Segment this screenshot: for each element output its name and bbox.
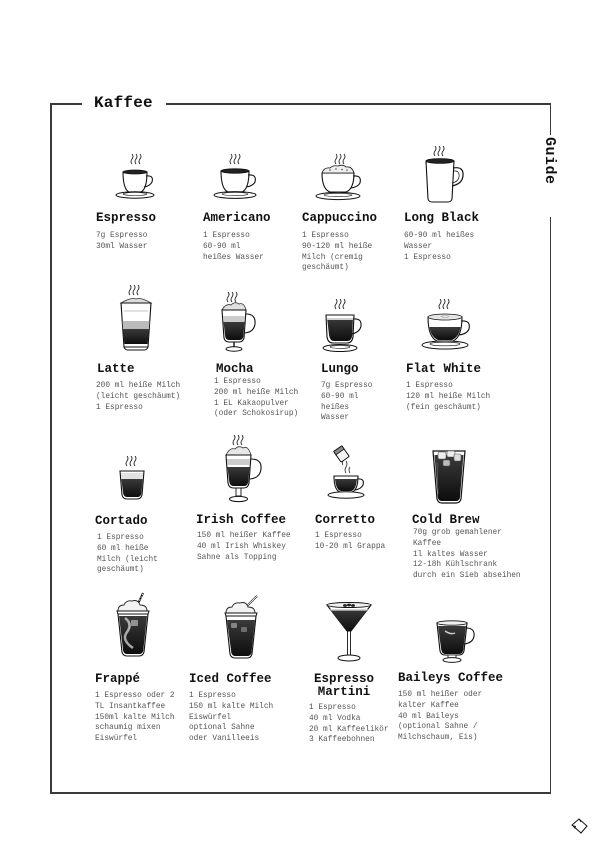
desc-line: (fein geschäumt) — [406, 403, 481, 412]
desc-line: 200 ml heiße Milch — [214, 388, 299, 397]
item-title: Lungo — [321, 362, 359, 376]
desc-line: 1 Espresso oder 2 — [95, 692, 175, 700]
desc-line: (leicht geschäumt) — [96, 392, 181, 401]
latte-glass-icon — [116, 285, 156, 353]
desc-line: Wasser — [404, 242, 433, 251]
page-curl-icon[interactable] — [568, 817, 590, 835]
item-description — [404, 231, 474, 263]
cortado-glass-icon — [117, 456, 147, 502]
item-description — [96, 381, 180, 413]
desc-line: 60-90 ml heißes — [404, 232, 475, 240]
frame-bottom — [50, 792, 551, 794]
desc-line: 40 ml Vodka — [309, 714, 361, 723]
desc-line: 90-120 ml heiße — [302, 242, 373, 251]
desc-line: 1 Espresso — [203, 232, 250, 240]
desc-line: 1 Espresso — [315, 532, 362, 540]
desc-line: 12-18h Kühlschrank — [413, 561, 498, 570]
desc-line: (oder Schokosirup) — [214, 410, 299, 419]
flat-white-cup-icon — [420, 299, 474, 355]
item-description — [95, 691, 175, 745]
corretto-cup-icon — [326, 443, 368, 503]
title-line: Martini — [317, 685, 371, 699]
frame-left — [50, 103, 52, 794]
desc-line: 70g grob gemahlener — [413, 529, 502, 537]
desc-line: durch ein Sieb abseihen — [413, 572, 521, 581]
item-description — [203, 231, 264, 263]
side-label — [543, 137, 559, 215]
desc-line: geschäumt) — [97, 566, 144, 575]
desc-line: Milch (cremig — [302, 253, 363, 262]
desc-line: 1 Espresso — [96, 403, 143, 412]
item-description — [302, 231, 372, 274]
desc-line: Kaffee — [413, 539, 442, 548]
mocha-glass-icon — [218, 292, 262, 354]
item-title: Flat White — [406, 362, 482, 376]
desc-line: Milchschaum, Eis) — [398, 734, 478, 743]
americano-cup-icon — [211, 153, 261, 201]
desc-line: 1 Espresso — [214, 378, 261, 386]
desc-line: 60-90 ml — [321, 392, 359, 401]
espresso-cup-icon — [114, 153, 160, 201]
title-line: Espresso — [313, 672, 374, 686]
desc-line: TL Insantkaffee — [95, 702, 166, 711]
cold-brew-glass-icon — [430, 448, 468, 504]
frame-top-right — [166, 103, 551, 105]
item-description — [406, 381, 490, 413]
item-description — [96, 231, 147, 253]
desc-line: 40 ml Baileys — [398, 712, 459, 721]
desc-line: 150 ml heißer Kaffee — [197, 532, 291, 540]
item-title: Irish Coffee — [196, 513, 287, 527]
desc-line: 150 ml heißer oder — [398, 691, 483, 699]
item-description — [214, 377, 298, 420]
desc-line: 150 ml kalte Milch — [189, 702, 274, 711]
item-title: Latte — [97, 362, 135, 376]
item-description — [189, 691, 273, 745]
desc-line: (optional Sahne / — [398, 723, 478, 732]
desc-line: 150ml kalte Milch — [95, 713, 175, 722]
desc-line: 200 ml heiße Milch — [96, 382, 181, 390]
frame-right-top — [550, 103, 552, 135]
desc-line: geschäumt) — [302, 264, 349, 273]
side-label-text: Guide — [541, 137, 558, 185]
desc-line: 10-20 ml Grappa — [315, 542, 386, 551]
desc-line: Wasser — [321, 414, 350, 423]
desc-line: 1 Espresso — [406, 382, 453, 390]
item-description — [309, 703, 389, 746]
desc-line: 3 Kaffeebohnen — [309, 736, 375, 745]
item-title: Frappé — [95, 672, 141, 686]
desc-line: 1 Espresso — [189, 692, 236, 700]
desc-line: Sahne als Topping — [197, 553, 277, 562]
frappe-glass-icon — [113, 592, 153, 660]
item-title: Cappuccino — [302, 211, 378, 225]
desc-line: 60 ml heiße — [97, 544, 149, 553]
desc-line: Milch (leicht — [97, 555, 158, 564]
espresso-martini-glass-icon — [324, 601, 374, 665]
desc-line: 1l kaltes Wasser — [413, 550, 488, 559]
item-description — [197, 531, 291, 563]
iced-coffee-glass-icon — [221, 594, 265, 662]
desc-line: 1 EL Kakaopulver — [214, 399, 289, 408]
desc-line: 1 Espresso — [309, 704, 356, 712]
desc-line: 120 ml heiße Milch — [406, 392, 491, 401]
item-description — [97, 533, 158, 576]
desc-line: Eiswürfel — [95, 735, 138, 744]
item-title: Mocha — [216, 362, 254, 376]
irish-coffee-glass-icon — [222, 435, 266, 505]
item-title: Baileys Coffee — [398, 671, 504, 685]
item-description — [413, 528, 521, 582]
desc-line: 7g Espresso — [321, 382, 373, 390]
item-title: Corretto — [315, 513, 376, 527]
desc-line: optional Sahne — [189, 724, 255, 733]
desc-line: 20 ml Kaffeelikör — [309, 725, 389, 734]
desc-line: 1 Espresso — [97, 534, 144, 542]
frame-right-bottom — [550, 217, 552, 794]
desc-line: 1 Espresso — [302, 232, 349, 240]
long-black-mug-icon — [420, 146, 468, 204]
cappuccino-cup-icon — [314, 153, 368, 203]
desc-line: kalter Kaffee — [398, 701, 459, 710]
desc-line: heißes — [321, 403, 350, 412]
desc-line: 7g Espresso — [96, 232, 148, 240]
item-title: Iced Coffee — [189, 672, 272, 686]
item-title: Americano — [203, 211, 271, 225]
desc-line: heißes Wasser — [203, 253, 264, 262]
desc-line: oder Vanilleeis — [189, 735, 260, 744]
item-description — [321, 381, 372, 424]
item-title: Long Black — [404, 211, 480, 225]
desc-line: 60-90 ml — [203, 242, 241, 251]
item-title — [306, 673, 382, 699]
desc-line: 40 ml Irish Whiskey — [197, 542, 286, 551]
baileys-coffee-glass-icon — [433, 619, 477, 665]
desc-line: 30ml Wasser — [96, 242, 148, 251]
item-title: Cold Brew — [412, 513, 480, 527]
page-title: Kaffee — [94, 94, 153, 112]
lungo-cup-icon — [322, 299, 366, 355]
desc-line: schaumig mixen — [95, 724, 161, 733]
frame-top-left — [50, 103, 82, 105]
desc-line: 1 Espresso — [404, 253, 451, 262]
desc-line: Eiswürfel — [189, 713, 232, 722]
item-description — [315, 531, 385, 553]
item-title: Espresso — [96, 211, 157, 225]
item-title: Cortado — [95, 514, 148, 528]
item-description — [398, 690, 482, 744]
